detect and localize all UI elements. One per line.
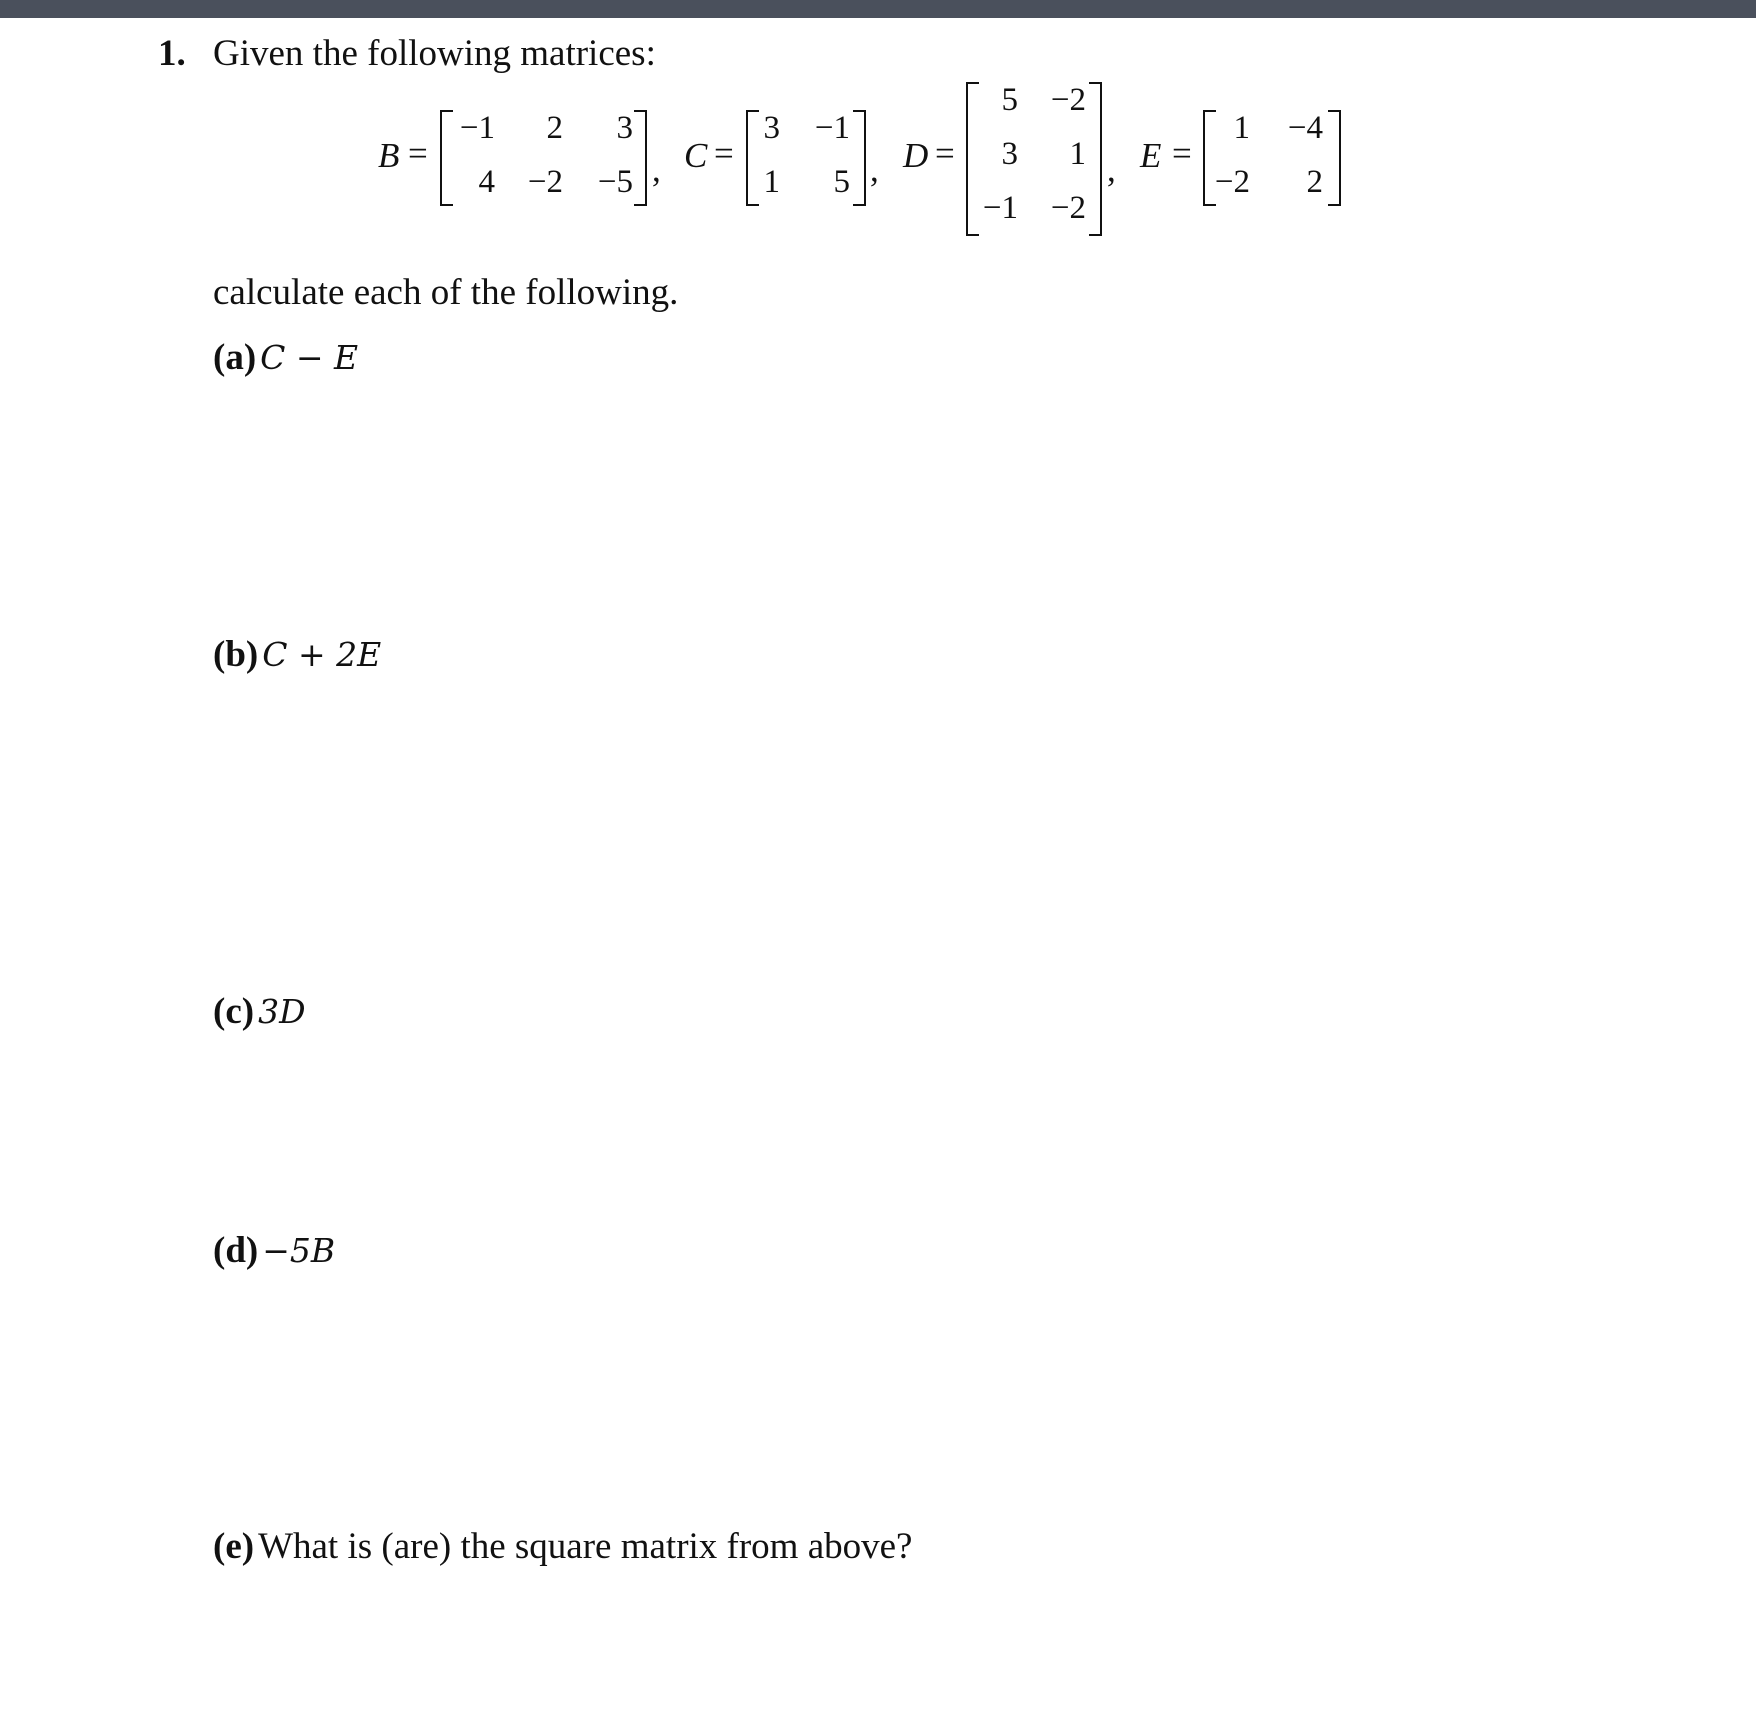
top-bar bbox=[0, 0, 1756, 18]
right-bracket bbox=[1328, 110, 1341, 206]
matrix-cell: 5 bbox=[833, 164, 850, 200]
matrix-c-name: C bbox=[684, 136, 708, 175]
matrix-cell: −1 bbox=[982, 190, 1018, 226]
instruction-text: calculate each of the following. bbox=[213, 272, 679, 313]
matrix-cell: −2 bbox=[1050, 82, 1086, 118]
matrix-cell: 2 bbox=[1306, 164, 1323, 200]
matrix-cell: −2 bbox=[1050, 190, 1086, 226]
matrix-cell: 1 bbox=[1069, 136, 1086, 172]
right-bracket bbox=[1089, 82, 1102, 236]
part-b-label: (b) bbox=[213, 634, 259, 675]
separator: , bbox=[1107, 150, 1116, 189]
matrix-d-name: D bbox=[903, 136, 929, 175]
matrix-e-name: E bbox=[1140, 136, 1162, 175]
matrix-cell: 3 bbox=[763, 110, 780, 146]
part-c bbox=[213, 990, 306, 1033]
matrix-cell: −4 bbox=[1287, 110, 1323, 146]
right-bracket bbox=[634, 110, 647, 206]
matrix-cell: 3 bbox=[1001, 136, 1018, 172]
part-e bbox=[213, 1525, 912, 1568]
part-b-expression: C + 2E bbox=[262, 635, 382, 674]
question-intro: Given the following matrices: bbox=[213, 33, 656, 74]
matrix-cell: 4 bbox=[478, 164, 495, 200]
separator: , bbox=[652, 150, 661, 189]
matrix-cell: 1 bbox=[1233, 110, 1250, 146]
part-c-label: (c) bbox=[213, 991, 255, 1032]
part-d-label: (d) bbox=[213, 1230, 259, 1271]
part-b bbox=[213, 633, 381, 676]
matrix-b-equals: = bbox=[408, 134, 428, 173]
part-a-label: (a) bbox=[213, 337, 257, 378]
matrix-cell: −5 bbox=[597, 164, 633, 200]
part-e-label: (e) bbox=[213, 1526, 255, 1567]
matrix-b-name: B bbox=[378, 136, 400, 175]
separator: , bbox=[870, 150, 879, 189]
matrix-cell: 1 bbox=[763, 164, 780, 200]
part-d-expression: −5B bbox=[262, 1231, 336, 1270]
right-bracket bbox=[853, 110, 866, 206]
matrix-cell: −2 bbox=[1214, 164, 1250, 200]
part-c-expression: 3D bbox=[258, 992, 306, 1031]
matrix-e-equals: = bbox=[1172, 134, 1192, 173]
matrix-cell: −1 bbox=[814, 110, 850, 146]
part-d bbox=[213, 1229, 335, 1272]
part-a-expression: C − E bbox=[260, 338, 359, 377]
part-e-question: What is (are) the square matrix from above? bbox=[258, 1526, 913, 1567]
part-a bbox=[213, 336, 358, 379]
matrix-cell: 2 bbox=[546, 110, 563, 146]
matrix-cell: 5 bbox=[1001, 82, 1018, 118]
matrix-d-equals: = bbox=[935, 134, 955, 173]
matrix-c-equals: = bbox=[714, 134, 734, 173]
question-number: 1. bbox=[158, 33, 186, 74]
matrix-cell: −2 bbox=[527, 164, 563, 200]
matrix-cell: 3 bbox=[616, 110, 633, 146]
matrix-cell: −1 bbox=[459, 110, 495, 146]
